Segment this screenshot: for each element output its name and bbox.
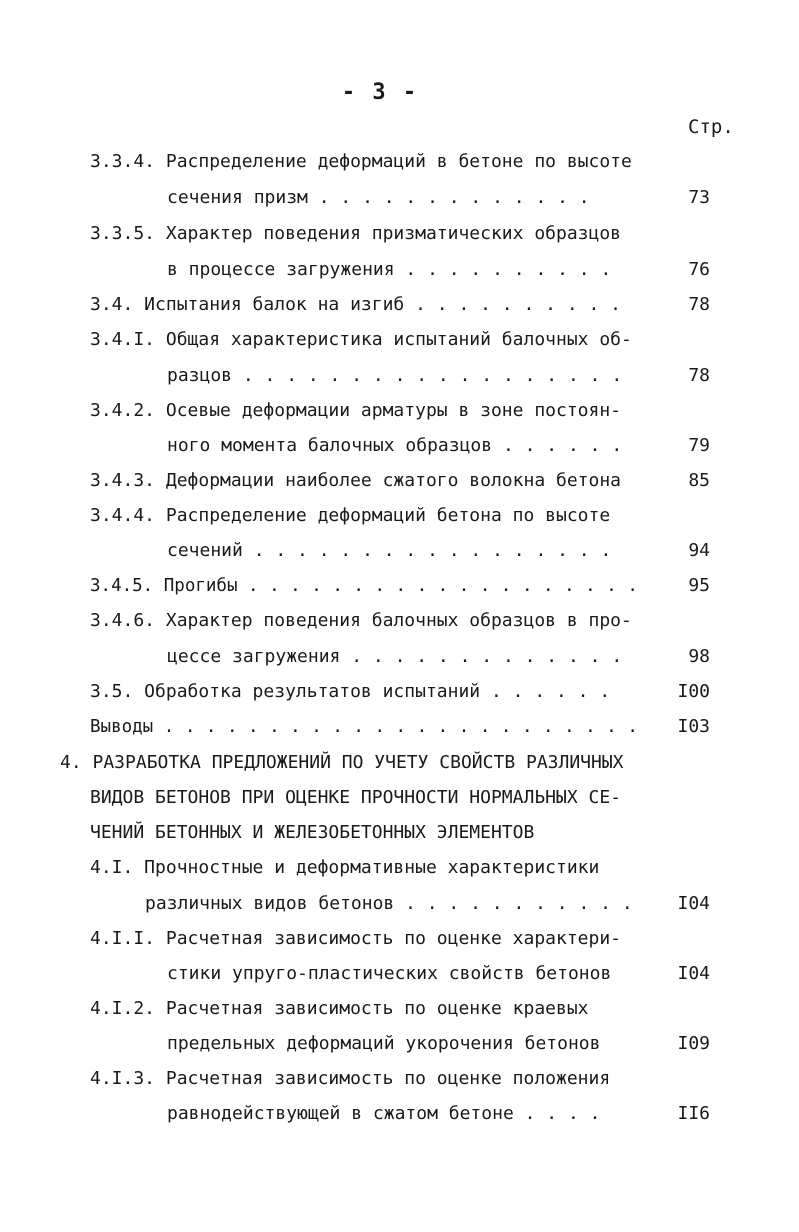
toc-text: разцов . . . . . . . . . . . . . . . . . . [167,365,623,386]
toc-text: 3.4.6. Характер поведения балочных образцов в про- [90,610,632,631]
toc-page: 85 [688,470,710,491]
toc-text: 4.I.3. Расчетная зависимость по оценке положения [90,1068,611,1089]
toc-text: 3.4.2. Осевые деформации арматуры в зоне постоян- [90,400,622,421]
toc-text: 3.4.I. Общая характеристика испытаний балочных об- [90,329,632,350]
toc-line [0,853,600,883]
toc-text: равнодействующей в сжатом бетоне . . . . [167,1103,601,1124]
toc-text: 3.3.4. Распределение деформаций в бетоне по высоте [90,151,632,172]
toc-page: 76 [688,259,710,280]
page-number: - 3 - [341,80,419,105]
toc-text: в процессе загружения . . . . . . . . . . [167,259,612,280]
toc-line [0,818,535,848]
toc-page: 95 [688,575,710,596]
toc-page: I09 [677,1033,710,1054]
toc-line [0,712,710,742]
toc-line [0,606,632,636]
toc-line [0,325,632,355]
toc-line [0,1029,710,1059]
page-column-header: Стр. [688,116,734,138]
toc-text: сечения призм . . . . . . . . . . . . . [167,187,590,208]
toc-page: I03 [677,716,710,737]
toc-text: 4.I. Прочностные и деформативные характеристики [90,857,600,878]
toc-page: 79 [688,435,710,456]
toc-line [0,783,622,813]
toc-text: 3.4.5. Прогибы . . . . . . . . . . . . . . . . . . . [90,576,638,596]
toc-page: I04 [677,893,710,914]
toc-line [0,994,589,1024]
toc-line [0,466,710,496]
toc-line [0,959,710,989]
toc-text: цессе загружения . . . . . . . . . . . . . [167,646,623,667]
toc-text: 3.4.4. Распределение деформаций бетона по высоте [90,505,611,526]
toc-text: 3.4.3. Деформации наиболее сжатого волокна бетона [90,470,622,491]
toc-page: 94 [688,540,710,561]
toc-text: Выводы . . . . . . . . . . . . . . . . . . . . . . . [90,717,638,737]
toc-text: 3.3.5. Характер поведения призматических образцов [90,223,622,244]
toc-page: II6 [677,1103,710,1124]
toc-page: I00 [677,681,710,702]
toc-text: 3.5. Обработка результатов испытаний . . . . . . [90,681,611,702]
toc-text: 4. РАЗРАБОТКА ПРЕДЛОЖЕНИЙ ПО УЧЕТУ СВОЙСТВ РАЗЛИЧНЫХ [60,752,624,773]
toc-text: сечений . . . . . . . . . . . . . . . . . [167,540,612,561]
toc-line [0,748,624,778]
toc-page: I04 [677,963,710,984]
toc-line [0,431,710,461]
toc-text: ЧЕНИЙ БЕТОННЫХ И ЖЕЛЕЗОБЕТОННЫХ ЭЛЕМЕНТОВ [90,822,535,843]
toc-line [0,1099,710,1129]
toc-line [0,290,710,320]
toc-text: 4.I.2. Расчетная зависимость по оценке краевых [90,998,589,1019]
toc-line [0,536,710,566]
toc-line [0,889,710,919]
toc-text: стики упруго-пластических свойств бетонов [167,963,612,984]
toc-page: 73 [688,187,710,208]
toc-page: 78 [688,365,710,386]
toc-line [0,571,710,601]
toc-text: предельных деформаций укорочения бетонов [167,1033,601,1054]
toc-line [0,396,622,426]
toc-text: ного момента балочных образцов . . . . . . [167,435,623,456]
toc-text: ВИДОВ БЕТОНОВ ПРИ ОЦЕНКЕ ПРОЧНОСТИ НОРМАЛЬНЫХ СЕ- [90,787,622,808]
toc-page: 78 [688,294,710,315]
toc-line [0,677,710,707]
toc-text: 4.I.I. Расчетная зависимость по оценке характери- [90,928,622,949]
toc-text: различных видов бетонов . . . . . . . . . . . [145,893,633,914]
toc-line [0,147,632,177]
toc-line [0,501,611,531]
toc-line [0,642,710,672]
toc-line [0,219,622,249]
toc-line [0,361,710,391]
toc-line [0,255,710,285]
toc-page: 98 [688,646,710,667]
toc-text: 3.4. Испытания балок на изгиб . . . . . . . . . . [90,294,622,315]
toc-line [0,183,710,213]
toc-line [0,1064,611,1094]
toc-line [0,924,622,954]
